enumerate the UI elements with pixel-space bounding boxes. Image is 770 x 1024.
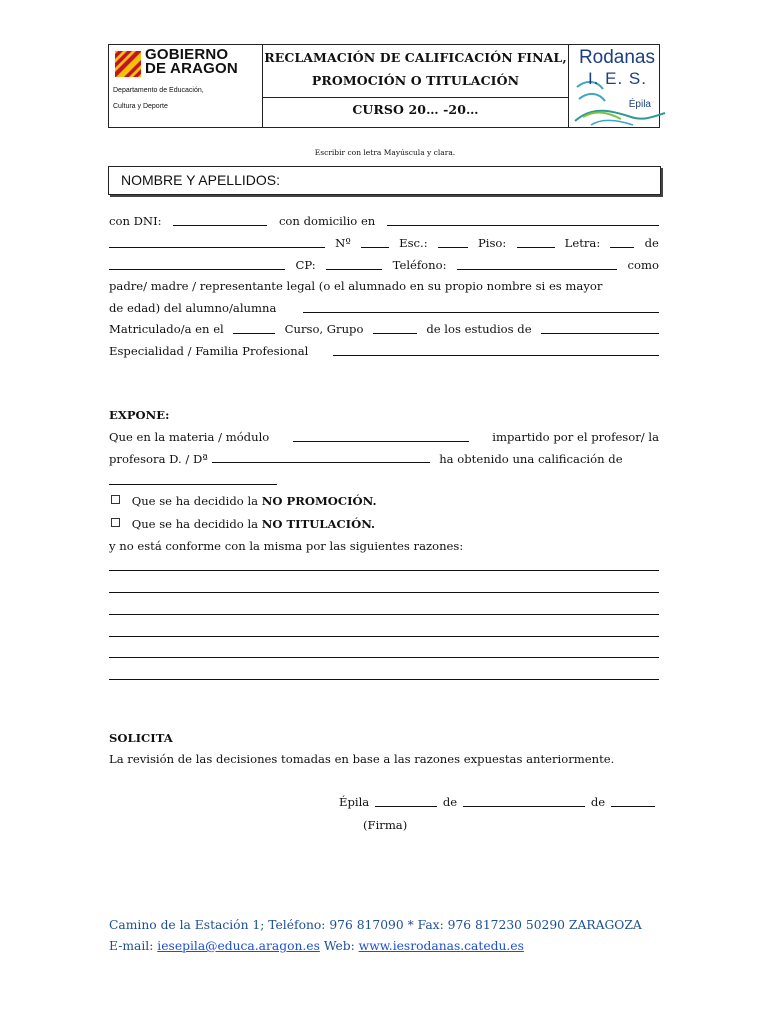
month-field[interactable] — [463, 795, 585, 807]
especialidad-line — [109, 344, 659, 358]
government-name-line2: DE ARAGON — [145, 60, 238, 77]
telefono-label: Teléfono: — [392, 258, 447, 272]
matriculado-line — [109, 322, 659, 336]
piso-field[interactable] — [517, 236, 555, 248]
especialidad-field[interactable] — [333, 344, 659, 356]
signature-date-line — [339, 795, 655, 809]
de2-label: de — [590, 795, 606, 809]
city-field[interactable] — [109, 258, 285, 270]
aragon-flag-icon — [115, 51, 141, 77]
razones-line-4[interactable] — [109, 636, 659, 637]
street-field[interactable] — [109, 236, 325, 248]
profesora-field[interactable] — [212, 451, 430, 463]
dni-line — [109, 214, 659, 228]
estudios-label: de los estudios de — [426, 322, 532, 336]
matriculado-label: Matriculado/a en el — [109, 322, 224, 336]
option-no-promocion — [109, 494, 659, 508]
form-title-line2: PROMOCIÓN O TITULACIÓN — [311, 73, 520, 88]
razones-line-2[interactable] — [109, 592, 659, 593]
razones-line-3[interactable] — [109, 614, 659, 615]
curso-field[interactable] — [233, 322, 275, 334]
web-label: Web: — [323, 939, 355, 953]
curso-grupo-label: Curso, Grupo — [284, 322, 364, 336]
calificacion-label: ha obtenido una calificación de — [439, 452, 623, 466]
no-titulacion-checkbox[interactable] — [111, 518, 120, 527]
option1-prefix: Que se ha decidido la — [131, 494, 259, 508]
year-field[interactable] — [611, 795, 655, 807]
school-town: Épila — [628, 99, 651, 110]
domicilio-field[interactable] — [387, 214, 659, 226]
option-no-titulacion — [109, 517, 659, 531]
school-name: Rodanas — [578, 47, 655, 68]
department-line1: Departamento de Educación, — [113, 87, 204, 94]
form-title-line1: RECLAMACIÓN DE CALIFICACIÓN FINAL, — [264, 50, 567, 65]
num-field[interactable] — [361, 236, 389, 248]
place-label: Épila — [339, 795, 370, 809]
title-cell — [263, 45, 569, 127]
school-logo-cell — [569, 45, 659, 127]
name-box-label: NOMBRE Y APELLIDOS: — [121, 172, 280, 188]
razones-label: y no está conforme con la misma por las siguientes razones: — [109, 539, 464, 553]
solicita-heading: SOLICITA — [109, 731, 173, 745]
dni-field[interactable] — [173, 214, 267, 226]
government-name-line1: GOBIERNO — [145, 46, 229, 63]
government-cell — [109, 45, 263, 127]
email-link[interactable]: iesepila@educa.aragon.es — [157, 939, 320, 953]
course-year: CURSO 20… -20… — [352, 102, 479, 117]
firma-label: (Firma) — [363, 818, 408, 832]
footer-contact — [109, 939, 524, 953]
calificacion-field[interactable] — [109, 484, 277, 485]
profesora-label: profesora D. / Dª — [109, 452, 208, 466]
esc-field[interactable] — [438, 236, 468, 248]
grupo-field[interactable] — [373, 322, 417, 334]
materia-label: Que en la materia / módulo — [109, 430, 270, 444]
header-table — [108, 44, 660, 128]
government-name — [145, 48, 238, 76]
cp-line — [109, 258, 659, 272]
footer-address: Camino de la Estación 1; Teléfono: 976 817090 * Fax: 976 817230 50290 ZARAGOZA — [109, 918, 642, 932]
option1-bold: NO PROMOCIÓN. — [261, 494, 377, 508]
telefono-field[interactable] — [457, 258, 617, 270]
num-label: Nº — [335, 236, 351, 250]
email-label: E-mail: — [109, 939, 154, 953]
materia-line — [109, 430, 659, 444]
domicilio-label: con domicilio en — [278, 214, 376, 228]
cp-field[interactable] — [326, 258, 382, 270]
padre-line: padre/ madre / representante legal (o el alumnado en su propio nombre si es mayor — [109, 279, 603, 293]
letra-field[interactable] — [610, 236, 634, 248]
piso-label: Piso: — [477, 236, 507, 250]
alumno-field[interactable] — [303, 301, 659, 313]
no-promocion-checkbox[interactable] — [111, 495, 120, 504]
razones-line-6[interactable] — [109, 679, 659, 680]
option2-bold: NO TITULACIÓN. — [261, 517, 376, 531]
name-box[interactable] — [108, 166, 661, 195]
de-label: de — [644, 236, 659, 250]
estudios-field[interactable] — [541, 322, 659, 334]
writing-instruction: Escribir con letra Mayúscula y clara. — [314, 148, 456, 157]
esc-label: Esc.: — [399, 236, 428, 250]
letra-label: Letra: — [564, 236, 601, 250]
especialidad-label: Especialidad / Familia Profesional — [109, 344, 309, 358]
solicita-text: La revisión de las decisiones tomadas en base a las razones expuestas anteriormente. — [109, 752, 615, 766]
department-name — [113, 83, 261, 115]
dni-label: con DNI: — [109, 214, 162, 228]
cp-label: CP: — [295, 258, 316, 272]
como-label: como — [627, 258, 659, 272]
day-field[interactable] — [375, 795, 437, 807]
school-type: I. E. S. — [587, 69, 647, 88]
razones-line-1[interactable] — [109, 570, 659, 571]
impartido-label: impartido por el profesor/ la — [492, 430, 659, 444]
materia-field[interactable] — [293, 430, 469, 442]
alumno-line — [109, 301, 659, 315]
de1-label: de — [442, 795, 458, 809]
expone-heading: EXPONE: — [109, 408, 170, 422]
razones-line-5[interactable] — [109, 657, 659, 658]
alumno-label: de edad) del alumno/alumna — [109, 301, 277, 315]
web-link[interactable]: www.iesrodanas.catedu.es — [358, 939, 524, 953]
profesora-line — [109, 451, 659, 466]
department-line2: Cultura y Deporte — [113, 103, 168, 110]
option2-prefix: Que se ha decidido la — [131, 517, 259, 531]
address-line — [109, 236, 659, 250]
